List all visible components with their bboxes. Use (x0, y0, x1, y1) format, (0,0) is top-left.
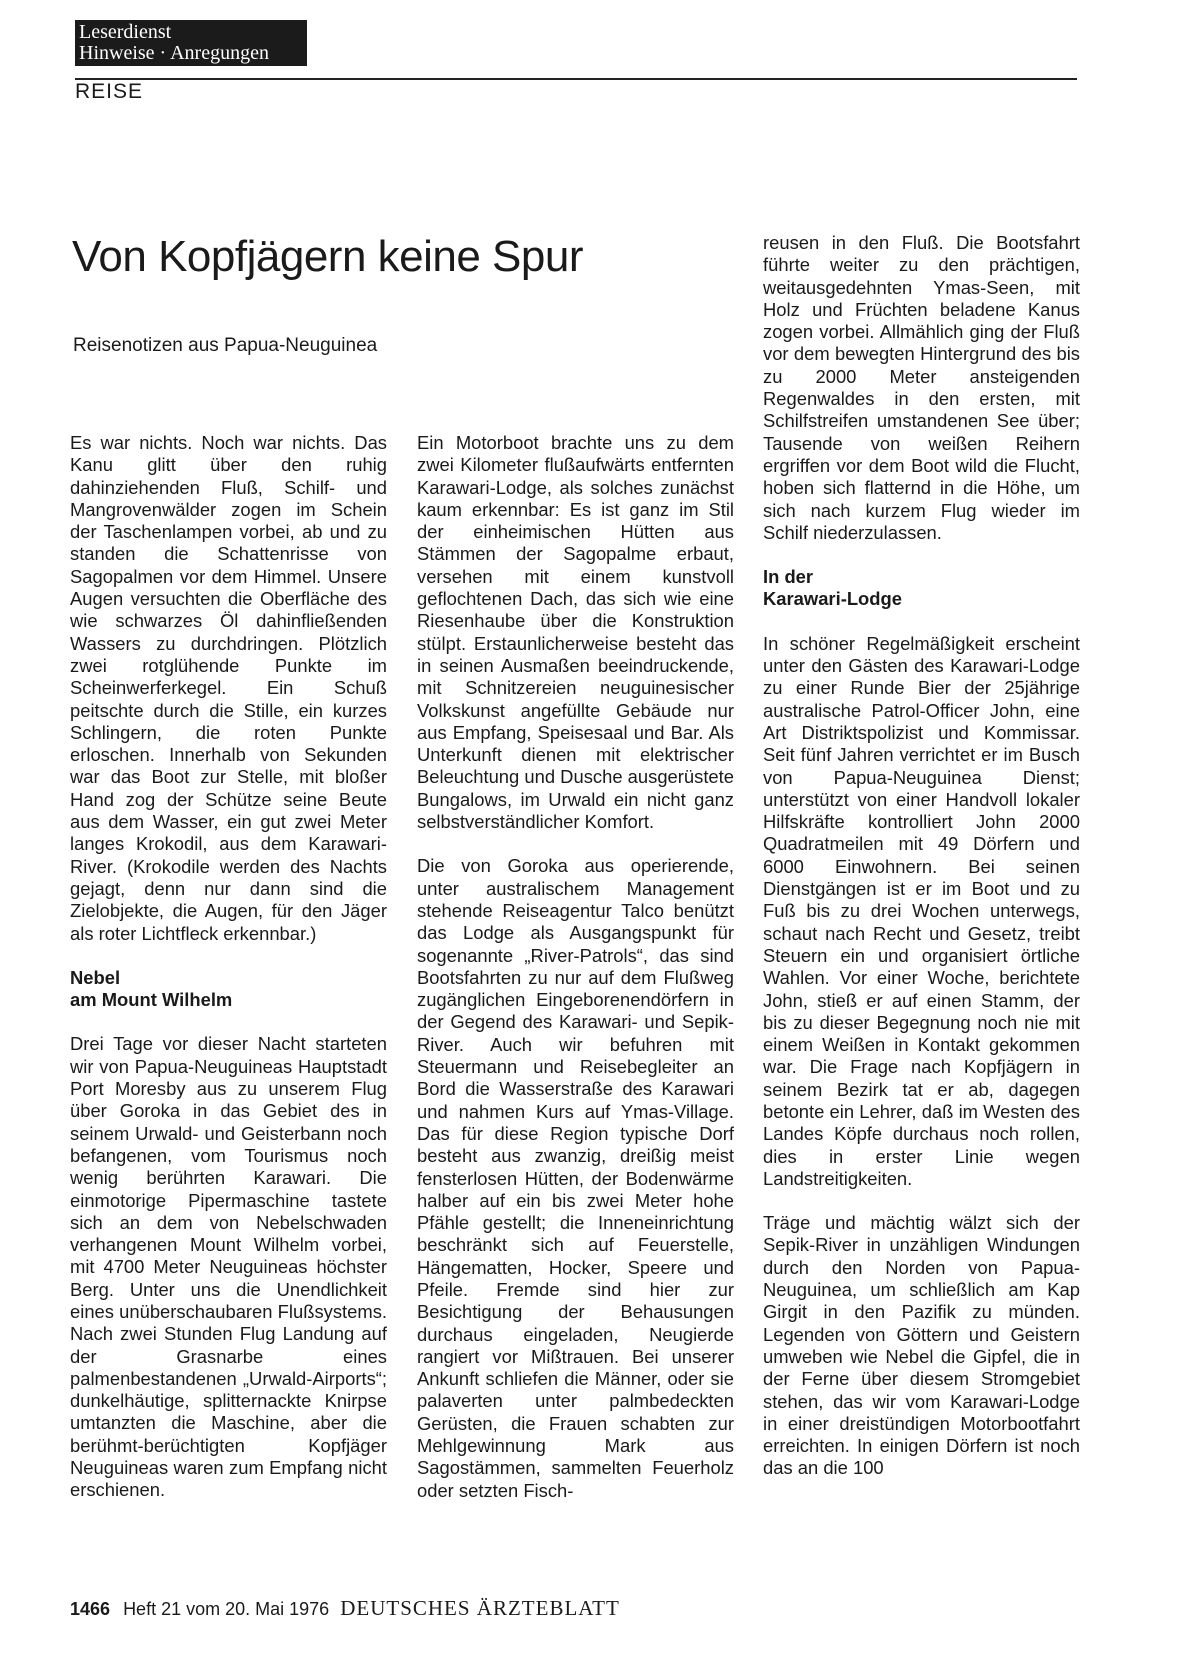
article-subtitle: Reisenotizen aus Papua-Neuguinea (73, 335, 378, 356)
paragraph: Es war nichts. Noch war nichts. Das Kanu glitt über den ruhig dahinziehenden Fluß, Schilf- und Mangrovenwälder zogen im Schein der Taschenlampen vorbei, ab und zu standen die Schattenrisse von Sagopalmen vor dem Himmel. Unsere Augen versuchten die Oberfläche des wie schwarzes Öl dahinfließenden Wassers zu durchdringen. Plötzlich zwei rotglühende Punkte im Scheinwerferkegel. Ein Schuß peitschte durch die Stille, ein kurzes Schlingern, die roten Punkte erloschen. Innerhalb von Sekunden war das Boot zur Stelle, mit bloßer Hand zog der Schütze seine Beute aus dem Wasser, ein gut zwei Meter langes Krokodil, aus dem Karawari-River. (Krokodile werden des Nachts gejagt, denn nur dann sind die Zielobjekte, die Augen, für den Jäger als roter Lichtfleck erkennbar.) (70, 432, 387, 944)
paragraph: In schöner Regelmäßigkeit erscheint unter den Gästen des Karawari-Lodge zu einer Runde Bier der 25jährige australische Patrol-Officer John, eine Art Distriktspolizist und Kommissar. Seit fünf Jahren verrichtet er im Busch von Papua-Neuguinea Dienst; unterstützt von einer Handvoll lokaler Hilfskräfte kontrolliert John 2000 Quadratmeilen mit 49 Dörfern und 6000 Einwohnern. Bei seinen Dienstgängen ist er im Boot und zu Fuß bis zu drei Wochen unterwegs, schaut nach Recht und Gesetz, treibt Steuern ein und organisiert örtliche Wahlen. Vor einer Woche, berichtete John, stieß er auf einen Stamm, der bis zu dieser Begegnung noch nie mit einem Weißen in Kontakt gekommen war. Die Frage nach Kopfjägern in seinem Bezirk tat er ab, dagegen betonte ein Lehrer, daß im Westen des Landes Köpfe durchaus noch rollen, dies in erster Linie wegen Landstreitigkeiten. (763, 632, 1080, 1189)
page-number: 1466 (70, 1599, 111, 1619)
header-box-line2: Hinweise · Anregungen (79, 42, 269, 64)
text-column-2 (417, 432, 734, 1524)
sub-heading-line: In der (763, 566, 814, 588)
sub-heading (763, 566, 1080, 611)
issue-info: Heft 21 vom 20. Mai 1976 (123, 1599, 330, 1619)
sub-heading-line: Nebel (70, 966, 121, 988)
paragraph: Drei Tage vor dieser Nacht starteten wir von Papua-Neuguineas Hauptstadt Port Moresby aus zu unserem Flug über Goroka in das Gebiet des in seinem Urwald- und Geisterbann noch befangenen, vom Tourismus noch wenig berührten Karawari. Die einmotorige Pipermaschine tastete sich an dem von Nebelschwaden verhangenen Mount Wilhelm vorbei, mit 4700 Meter Neuguineas höchster Berg. Unter uns die Unendlichkeit eines unüberschaubaren Flußsystems. Nach zwei Stunden Flug Landung auf der Grasnarbe eines palmenbestandenen „Urwald-Airports“; dunkelhäutige, splitternackte Knirpse umtanzten die Maschine, aber die berühmt-berüchtigten Kopfjäger Neuguineas waren zum Empfang nicht erschienen. (70, 1033, 387, 1501)
section-header-box (75, 20, 307, 66)
text-column-3 (763, 232, 1080, 1502)
paragraph: Träge und mächtig wälzt sich der Sepik-River in unzähligen Windungen durch den Norden von Papua-Neuguinea, um schließlich am Kap Girgit in den Pazifik zu münden. Legenden von Göttern und Geistern umweben wie Nebel die Gipfel, die in der Ferne über diesem Stromgebiet stehen, das wir vom Karawari-Lodge in einer dreistündigen Motorbootfahrt erreichten. In einigen Dörfern ist noch das an die 100 (763, 1212, 1080, 1479)
paragraph: Ein Motorboot brachte uns zu dem zwei Kilometer flußaufwärts entfernten Karawari-Lodge, als solches zunächst kaum erkennbar: Es ist ganz im Stil der einheimischen Hütten aus Stämmen der Sagopalme erbaut, versehen mit einem kunstvoll geflochtenen Dach, das sich wie eine Riesenhaube über die Konstruktion stülpt. Erstaunlicherweise besteht das in seinen Ausmaßen beeindruckende, mit Schnitzereien neuguinesischer Volkskunst angefüllte Gebäude nur aus Empfang, Speisesaal und Bar. Als Unterkunft dienen mit elektrischer Beleuchtung und Dusche ausgerüstete Bungalows, im Urwald ein nicht ganz selbstverständlicher Komfort. (417, 432, 734, 833)
sub-heading (70, 967, 387, 1012)
magazine-name: DEUTSCHES ÄRZTEBLATT (340, 1596, 620, 1620)
section-label: REISE (75, 80, 144, 103)
header-box-line1: Leserdienst (79, 21, 172, 43)
paragraph: Die von Goroka aus operierende, unter australischem Management stehende Reiseagentur Talco benützt das Lodge als Ausgangspunkt für sogenannte „River-Patrols“, das sind Bootsfahrten zu nur auf dem Flußweg zugänglichen Eingeborenendörfern in der Gegend des Karawari- und Sepik-River. Auch wir befuhren mit Steuermann und Reisebegleiter an Bord die Wasserstraße des Karawari und nahmen Kurs auf Ymas-Village. Das für diese Region typische Dorf besteht aus zwanzig, dreißig meist fensterlosen Hütten, der Bodenwärme halber auf ein bis zwei Meter hohe Pfähle gestellt; die Inneneinrichtung beschränkt sich auf Feuerstelle, Hängematten, Hocker, Speere und Pfeile. Fremde sind hier zur Besichtigung der Behausungen durchaus eingeladen, Neugierde rangiert vor Mißtrauen. Bei unserer Ankunft schliefen die Männer, oder sie palaverten unter palmbedeckten Gerüsten, die Frauen schabten zur Mehlgewinnung Mark aus Sagostämmen, sammelten Feuerholz oder setzten Fisch- (417, 855, 734, 1501)
paragraph: reusen in den Fluß. Die Bootsfahrt führte weiter zu den prächtigen, weitausgedehnten Ymas-Seen, mit Holz und Früchten beladene Kanus zogen vorbei. Allmählich ging der Fluß vor dem bewegten Hintergrund des bis zu 2000 Meter ansteigenden Regenwaldes in den ersten, mit Schilfstreifen umstandenen See über; Tausende von weißen Reihern ergriffen vor dem Boot wild die Flucht, hoben sich flatternd in die Höhe, um sich nach kurzem Flug wieder im Schilf niederzulassen. (763, 232, 1080, 543)
sub-heading-line: am Mount Wilhelm (70, 989, 233, 1011)
header-divider (75, 78, 1077, 80)
text-column-1 (70, 432, 387, 1524)
article-title: Von Kopfjägern keine Spur (72, 232, 583, 281)
sub-heading-line: Karawari-Lodge (763, 588, 902, 610)
page-footer (70, 1596, 620, 1621)
